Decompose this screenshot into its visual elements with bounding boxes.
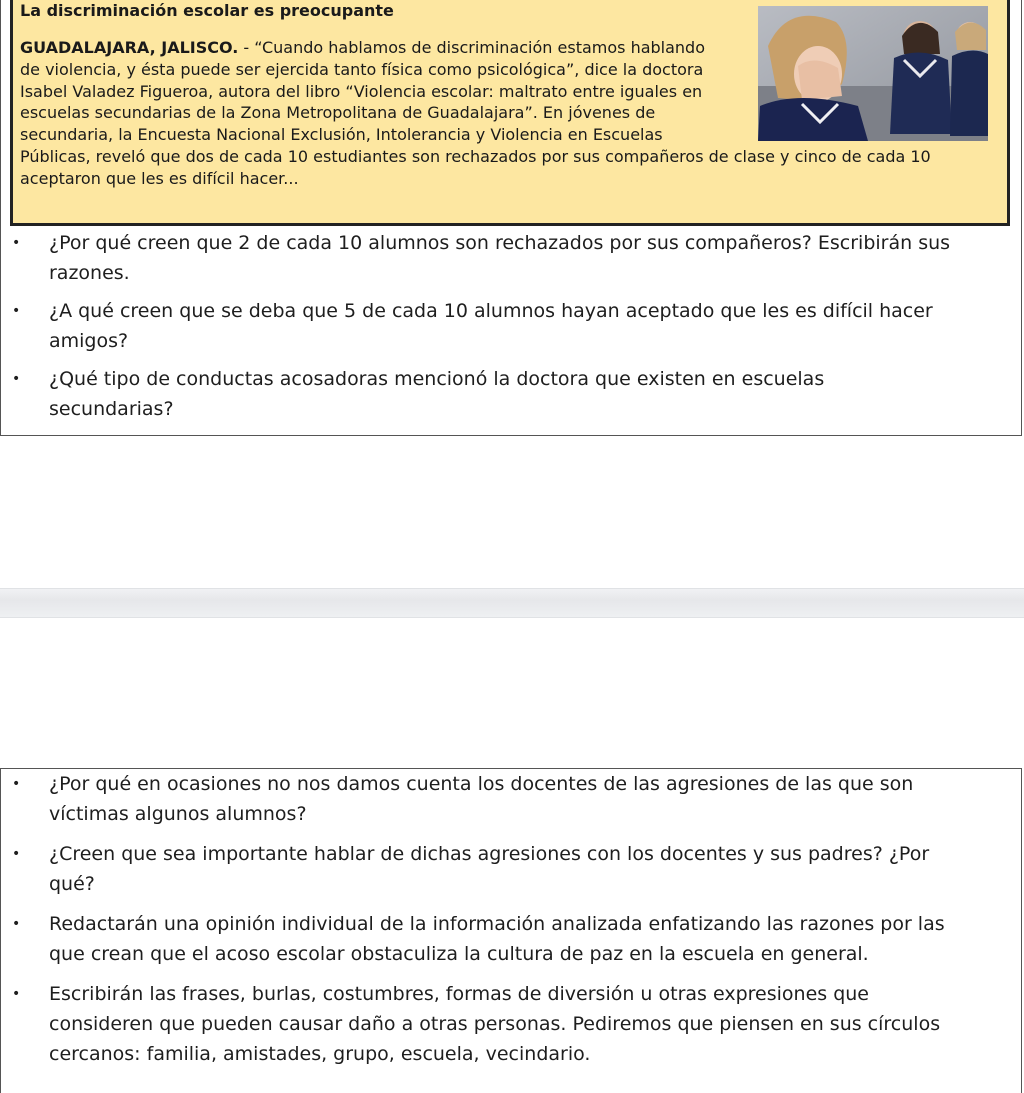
news-line-1-text: - “Cuando hablamos de discriminación estamos hablando bbox=[238, 38, 705, 57]
news-line: aceptaron que les es difícil hacer... bbox=[20, 168, 299, 188]
question-text: ¿A qué creen que se deba que 5 de cada 10 alumnos hayan aceptado que les es difícil hacer bbox=[49, 300, 933, 322]
question-text: amigos? bbox=[49, 330, 129, 352]
instruction-text: cercanos: familia, amistades, grupo, escuela, vecindario. bbox=[49, 1043, 591, 1065]
list-item bbox=[1, 364, 1011, 424]
bullet-icon: • bbox=[12, 303, 21, 319]
page-divider bbox=[0, 588, 1024, 618]
bullet-icon: • bbox=[12, 986, 21, 1002]
worksheet-top-section bbox=[0, 0, 1022, 436]
list-item bbox=[1, 296, 1011, 356]
list-item bbox=[1, 769, 1011, 829]
question-text: ¿Por qué en ocasiones no nos damos cuenta los docentes de las agresiones de las que son bbox=[49, 773, 914, 795]
instruction-text: que crean que el acoso escolar obstaculiza la cultura de paz en la escuela en general. bbox=[49, 943, 869, 965]
bullet-icon: • bbox=[12, 846, 21, 862]
question-text: víctimas algunos alumnos? bbox=[49, 803, 307, 825]
news-line: escuelas secundarias de la Zona Metropolitana de Guadalajara”. En jóvenes de bbox=[20, 103, 656, 123]
bullet-icon: • bbox=[12, 371, 21, 387]
question-text: ¿Creen que sea importante hablar de dichas agresiones con los docentes y sus padres? ¿Por bbox=[49, 843, 930, 865]
news-line: de violencia, y ésta puede ser ejercida tanto física como psicológica”, dice la doctora bbox=[20, 59, 704, 79]
bullet-icon: • bbox=[12, 235, 21, 251]
question-text: qué? bbox=[49, 873, 95, 895]
question-text: ¿Por qué creen que 2 de cada 10 alumnos son rechazados por sus compañeros? Escribirán sus bbox=[49, 232, 951, 254]
news-excerpt-box bbox=[10, 0, 1010, 226]
bullet-icon: • bbox=[12, 916, 21, 932]
question-list-bottom bbox=[1, 769, 1011, 1079]
question-text: secundarias? bbox=[49, 398, 174, 420]
worksheet-bottom-section bbox=[0, 768, 1022, 1093]
list-item bbox=[1, 979, 1011, 1069]
news-body bbox=[20, 37, 1000, 190]
question-list-top bbox=[1, 228, 1011, 432]
instruction-text: Redactarán una opinión individual de la información analizada enfatizando las razones por las bbox=[49, 913, 945, 935]
news-line: secundaria, la Encuesta Nacional Exclusión, Intolerancia y Violencia en Escuelas bbox=[20, 125, 663, 145]
list-item bbox=[1, 839, 1011, 899]
question-text: razones. bbox=[49, 262, 130, 284]
news-line: Públicas, reveló que dos de cada 10 estudiantes son rechazados por sus compañeros de clase y cinco de cada 10 bbox=[20, 146, 931, 166]
instruction-text: Escribirán las frases, burlas, costumbres, formas de diversión u otras expresiones que bbox=[49, 983, 869, 1005]
question-text: ¿Qué tipo de conductas acosadoras mencionó la doctora que existen en escuelas bbox=[49, 368, 825, 390]
list-item bbox=[1, 909, 1011, 969]
bullet-icon: • bbox=[12, 776, 21, 792]
list-item bbox=[1, 228, 1011, 288]
news-line: Isabel Valadez Figueroa, autora del libro “Violencia escolar: maltrato entre iguales en bbox=[20, 81, 703, 101]
news-line bbox=[20, 37, 765, 59]
instruction-text: consideren que pueden causar daño a otras personas. Pediremos que piensen en sus círculos bbox=[49, 1013, 941, 1035]
news-dateline: GUADALAJARA, JALISCO. bbox=[20, 38, 239, 57]
news-headline: La discriminación escolar es preocupante bbox=[20, 1, 394, 20]
